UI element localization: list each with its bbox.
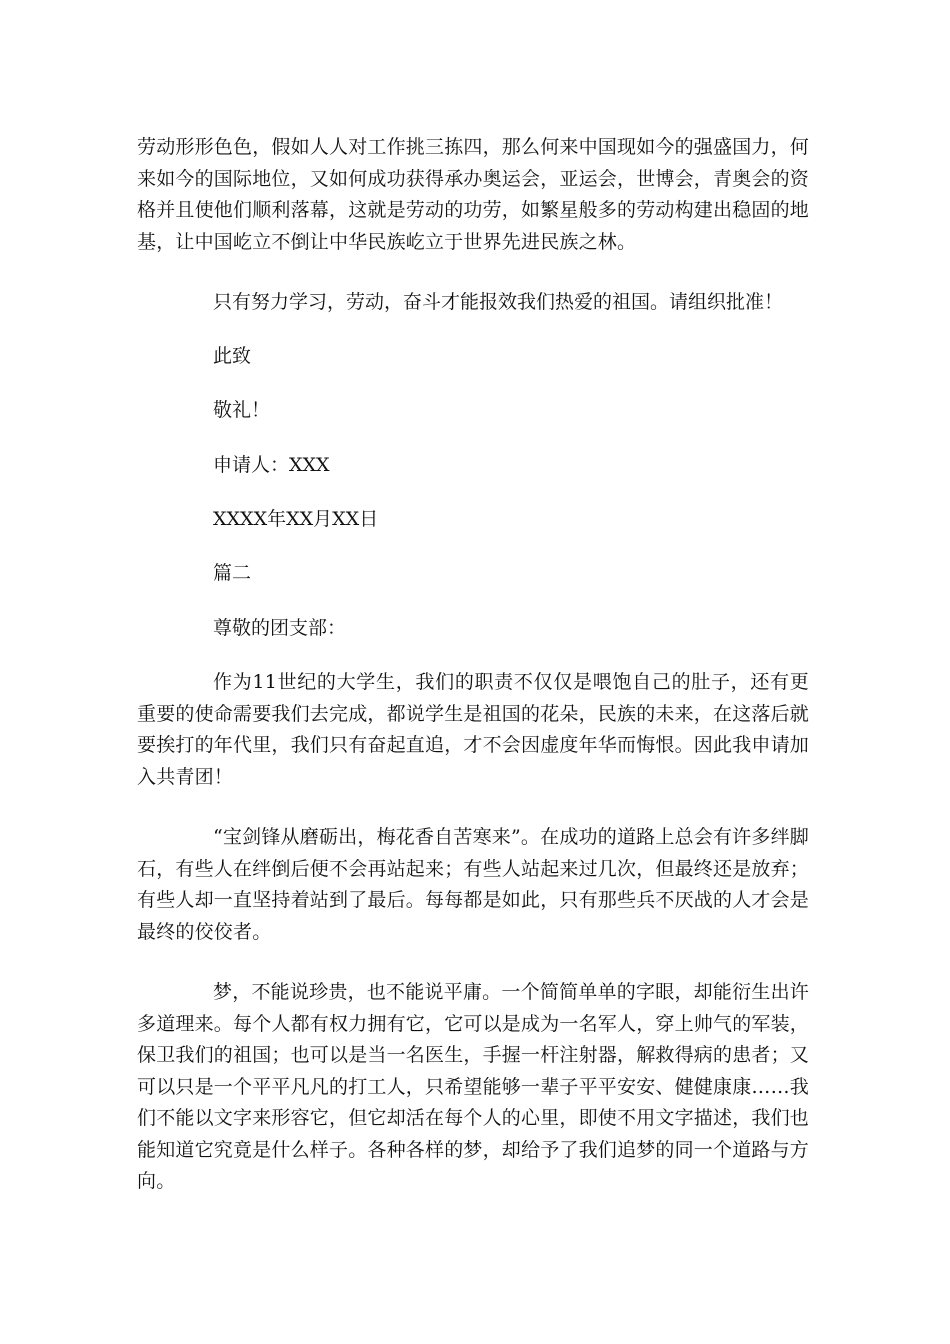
paragraph-conclusion: 只有努力学习，劳动，奋斗才能报效我们热爱的祖国。请组织批准！ bbox=[213, 291, 784, 313]
closing-cizhi: 此致 bbox=[213, 345, 252, 367]
paragraph-intro: 作为11世纪的大学生，我们的职责不仅仅是喂饱自己的肚子，还有更重要的使命需要我们去完成，都说学生是祖国的花朵，民族的未来，在这落后就要挨打的年代里，我们只有奋起直追，才不会因虚度年华而悔恨。因此我申请加入共青团！ bbox=[137, 671, 810, 788]
applicant-line: 申请人：XXX bbox=[213, 454, 330, 476]
date-line: XXXX年XX月XX日 bbox=[213, 508, 379, 530]
closing-jingli: 敬礼！ bbox=[213, 399, 271, 421]
section-heading: 篇二 bbox=[213, 562, 252, 584]
paragraph-dream: 梦，不能说珍贵，也不能说平庸。一个简简单单的字眼，却能衍生出许多道理来。每个人都有权力拥有它，它可以是成为一名军人，穿上帅气的军装，保卫我们的祖国；也可以是当一名医生，手握一杆注射器，解救得病的患者；又可以只是一个平平凡凡的打工人，只希望能够一辈子平平安安、健健康康……我们不能以文字来形容它，但它却活在每个人的心里，即使不用文字描述，我们也能知道它究竟是什么样子。各种各样的梦，却给予了我们追梦的同一个道路与方向。 bbox=[137, 981, 810, 1192]
paragraph-labor: 劳动形形色色，假如人人对工作挑三拣四，那么何来中国现如今的强盛国力，何来如今的国际地位，又如何成功获得承办奥运会，亚运会，世博会，青奥会的资格并且使他们顺利落幕，这就是劳动的功劳，如繁星般多的劳动构建出稳固的地基，让中国屹立不倒让中华民族屹立于世界先进民族之林。 bbox=[137, 136, 810, 253]
paragraph-quote: “宝剑锋从磨砺出，梅花香自苦寒来”。在成功的道路上总会有许多绊脚石，有些人在绊倒后便不会再站起来；有些人站起来过几次，但最终还是放弃；有些人却一直坚持着站到了最后。每每都是如此，只有那些兵不厌战的人才会是最终的佼佼者。 bbox=[137, 826, 810, 943]
salutation: 尊敬的团支部： bbox=[213, 617, 347, 639]
